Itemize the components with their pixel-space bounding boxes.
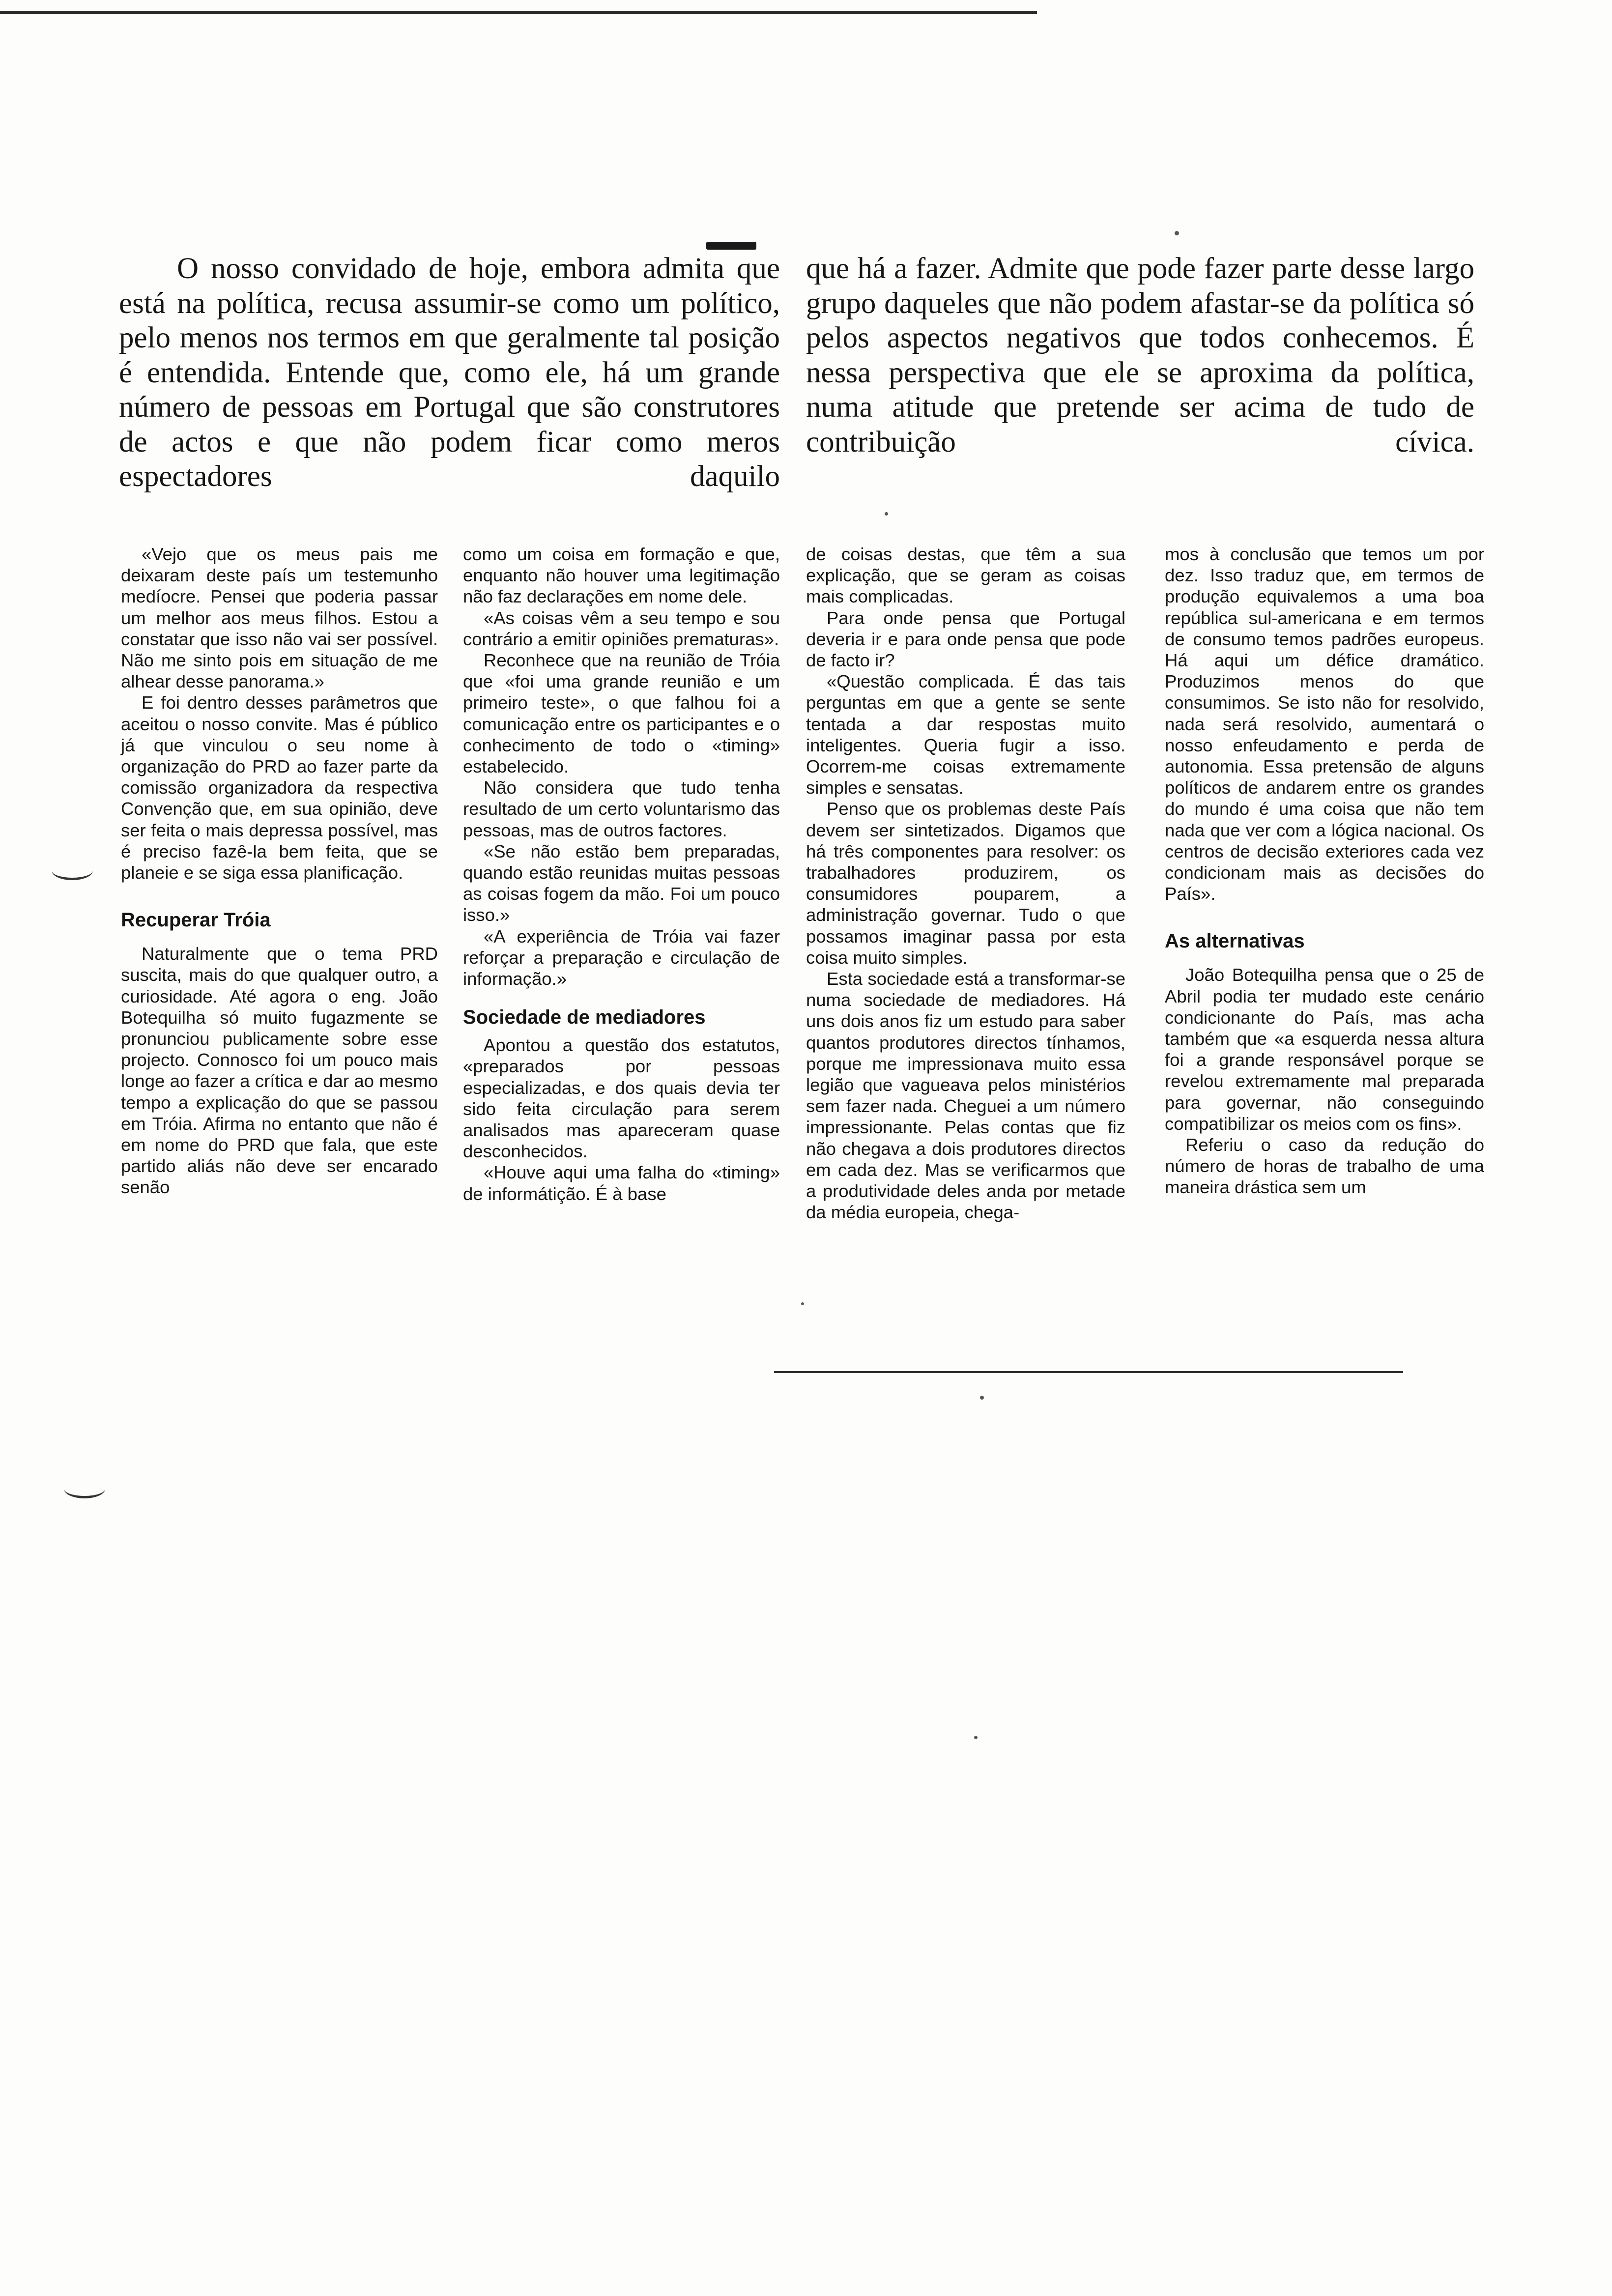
body-paragraph: João Botequilha pensa que o 25 de Abril podia ter mudado este cenário condicionante do País, mas acha também que «a esquerda nessa altura foi a grande responsável porque se revelou extremamente mal preparada para governar, não conseguindo compatibilizar os meios com os fins».	[1165, 965, 1484, 1134]
article-column-4	[1165, 544, 1484, 1198]
top-rule	[0, 11, 1037, 14]
section-heading-as-alternativas: As alternativas	[1165, 930, 1305, 952]
scan-speck	[885, 512, 888, 516]
margin-scan-mark	[52, 861, 93, 880]
body-paragraph: «As coisas vêm a seu tempo e sou contrário a emitir opiniões prematuras».	[463, 607, 780, 649]
article-column-3	[806, 544, 1125, 1223]
body-paragraph: Esta sociedade está a transformar-se numa sociedade de mediadores. Há uns dois anos fiz um estudo para saber quantos produtores directos tínhamos, porque me impressionava muito essa legião que vagueava pelos ministérios sem fazer nada. Cheguei a um número impressionante. Pelas contas que fiz não chegava a dois produtores directos em cada dez. Mas se verificarmos que a produtividade deles anda por metade da média europeia, chega-	[806, 969, 1125, 1223]
section-heading-recuperar-troia: Recuperar Tróia	[121, 909, 271, 931]
body-paragraph: «Vejo que os meus pais me deixaram deste país um testemunho medíocre. Pensei que poderia passar um melhor aos meus filhos. Estou a constatar que isso não vai ser possível. Não me sinto pois em situação de me alhear desse panorama.»	[121, 544, 438, 692]
body-paragraph: Reconhece que na reunião de Tróia que «foi uma grande reunião e um primeiro teste», o que falhou foi a comunicação entre os participantes e o conhecimento de todo o «timing» estabelecido.	[463, 650, 780, 777]
margin-scan-mark	[64, 1479, 105, 1498]
section-heading-sociedade-de-mediadores: Sociedade de mediadores	[463, 1006, 706, 1029]
body-paragraph: Não considera que tudo tenha resultado de um certo voluntarismo das pessoas, mas de outros factores.	[463, 777, 780, 840]
body-paragraph: mos à conclusão que temos um por dez. Isso traduz que, em termos de produção equivalemos a uma boa república sul-americana e em termos de consumo temos padrões europeus. Há aqui um défice dramático. Produzimos menos do que consumimos. Se isto não for resolvido, nada será resolvido, aumentará o nosso enfeudamento e perda de autonomia. Essa pretensão de alguns políticos de andarem entre os grandes do mundo é uma coisa que não tem nada que ver com a lógica nacional. Os centros de decisão exteriores cada vez condicionam mais as decisões do País».	[1165, 544, 1484, 904]
body-paragraph: Naturalmente que o tema PRD suscita, mais do que qualquer outro, a curiosidade. Até agora o eng. João Botequilha só muito fugazmente se pronunciou publicamente sobre esse projecto. Connosco foi um pouco mais longe ao fazer a crítica e dar ao mesmo tempo a explicação do que se passou em Tróia. Afirma no entanto que não é em nome do PRD que fala, que este partido aliás não deve ser encarado senão	[121, 944, 438, 1198]
scan-speck	[974, 1736, 978, 1739]
body-paragraph: como um coisa em formação e que, enquanto não houver uma legitimação não faz declarações em nome dele.	[463, 544, 780, 607]
body-paragraph: «A experiência de Tróia vai fazer reforçar a preparação e circulação de informação.»	[463, 926, 780, 989]
body-paragraph: Penso que os problemas deste País devem ser sintetizados. Digamos que há três componentes para resolver: os trabalhadores produzirem, os consumidores pouparem, a administração governar. Tudo o que possamos imaginar passa por esta coisa muito simples.	[806, 799, 1125, 968]
body-paragraph: Referiu o caso da redução do número de horas de trabalho de uma maneira drástica sem um	[1165, 1135, 1484, 1198]
scan-speck	[1175, 231, 1179, 235]
body-paragraph: «Se não estão bem preparadas, quando estão reunidas muitas pessoas as coisas fogem da mão. Foi um pouco isso.»	[463, 841, 780, 925]
scan-speck	[980, 1396, 984, 1400]
lead-paragraph-left: O nosso convidado de hoje, embora admita que está na política, recusa assumir-se como um político, pelo menos nos termos em que geralmente tal posição é entendida. Entende que, como ele, há um grande número de pessoas em Portugal que são construtores de actos e que não podem ficar como meros espectadores daquilo	[119, 252, 780, 493]
body-paragraph: de coisas destas, que têm a sua explicação, que se geram as coisas mais complicadas.	[806, 544, 1125, 607]
scan-speck	[801, 1302, 804, 1305]
body-paragraph: Apontou a questão dos estatutos, «preparados por pessoas especializadas, e dos quais devia ter sido feita circulação para serem analisados mas apareceram quase desconhecidos.	[463, 1035, 780, 1162]
article-column-1	[121, 544, 438, 1198]
bottom-rule	[774, 1371, 1403, 1373]
question-paragraph: Para onde pensa que Portugal deveria ir e para onde pensa que pode de facto ir?	[806, 607, 1125, 671]
body-paragraph: «Houve aqui uma falha do «timing» de informátição. É à base	[463, 1162, 780, 1204]
body-paragraph: «Questão complicada. É das tais perguntas em que a gente se sente tentada a dar respostas muito inteligentes. Queria fugir a isso. Ocorrem-me coisas extremamente simples e sensatas.	[806, 671, 1125, 798]
dash-mark	[706, 242, 756, 250]
body-paragraph: E foi dentro desses parâmetros que aceitou o nosso convite. Mas é público já que vinculou o seu nome à organização do PRD ao fazer parte da comissão organizadora da respectiva Convenção que, em sua opinião, deve ser feita o mais depressa possível, mas é preciso fazê-la bem feita, que se planeie e se siga essa planificação.	[121, 692, 438, 883]
article-column-2	[463, 544, 780, 1205]
lead-paragraph-right: que há a fazer. Admite que pode fazer parte desse largo grupo daqueles que não podem afastar-se da política só pelos aspectos negativos que todos conhecemos. É nessa perspectiva que ele se aproxima da política, numa atitude que pretende ser acima de tudo de contribuição cívica.	[806, 252, 1474, 459]
